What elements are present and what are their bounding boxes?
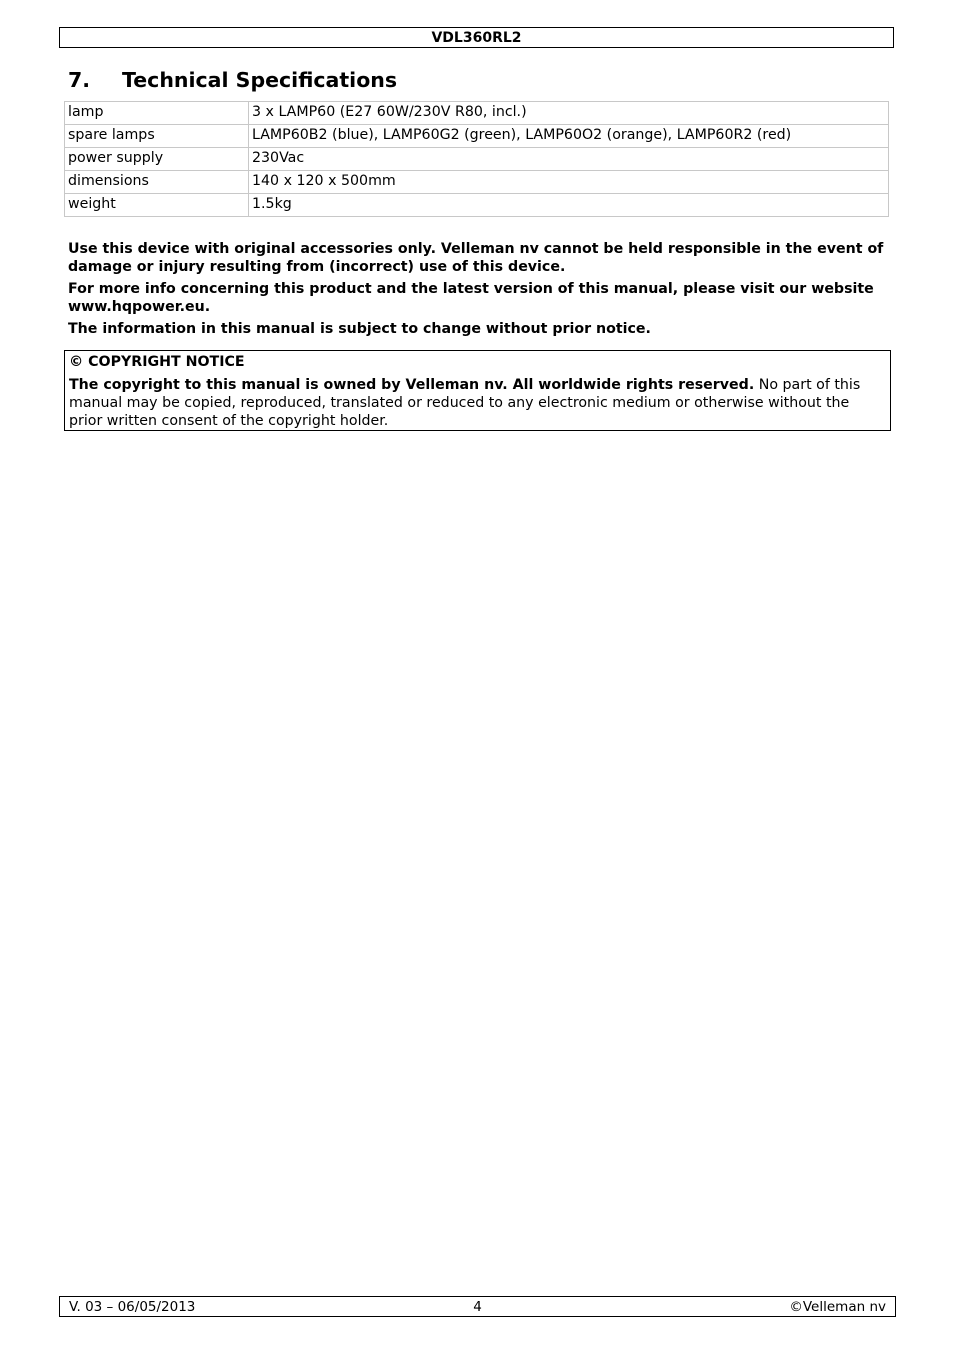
page-footer (59, 1296, 896, 1317)
table-row (65, 194, 889, 217)
copyright-owner: ©Velleman nv (789, 1299, 886, 1315)
spec-value: 230Vac (249, 148, 889, 171)
table-row (65, 125, 889, 148)
accessories-note: Use this device with original accessories only. Velleman nv cannot be held responsible in the event of damage or injury resulting from (incorrect) use of this device. (68, 241, 884, 275)
section-heading (68, 66, 397, 94)
page-number: 4 (473, 1299, 482, 1315)
notes-section (68, 240, 893, 342)
copyright-text: No part of this manual may be copied, reproduced, translated or reduced to any electronic medium or otherwise without the prior written consent of the copyright holder. (69, 377, 861, 429)
spec-value: 140 x 120 x 500mm (249, 171, 889, 194)
spec-label: power supply (65, 148, 249, 171)
table-row (65, 102, 889, 125)
spec-value: 3 x LAMP60 (E27 60W/230V R80, incl.) (249, 102, 889, 125)
table-row (65, 171, 889, 194)
section-title: Technical Specifications (122, 68, 398, 92)
copyright-body (69, 376, 886, 430)
spec-label: lamp (65, 102, 249, 125)
version-date: V. 03 – 06/05/2013 (69, 1299, 196, 1315)
page-header (59, 27, 894, 48)
spec-label: dimensions (65, 171, 249, 194)
copyright-bold-text: The copyright to this manual is owned by Velleman nv. All worldwide rights reserved. (69, 377, 755, 393)
spec-label: spare lamps (65, 125, 249, 148)
specifications-table (64, 101, 889, 217)
spec-label: weight (65, 194, 249, 217)
spec-value: 1.5kg (249, 194, 889, 217)
spec-value: LAMP60B2 (blue), LAMP60G2 (green), LAMP60O2 (orange), LAMP60R2 (red) (249, 125, 889, 148)
section-number: 7. (68, 68, 91, 92)
model-name: VDL360RL2 (431, 30, 522, 46)
copyright-title: © COPYRIGHT NOTICE (69, 354, 245, 370)
copyright-notice-box (64, 350, 891, 431)
change-notice: The information in this manual is subject to change without prior notice. (68, 321, 651, 337)
table-row (65, 148, 889, 171)
more-info-note: For more info concerning this product and the latest version of this manual, please visit our website www.hqpower.eu. (68, 281, 874, 315)
